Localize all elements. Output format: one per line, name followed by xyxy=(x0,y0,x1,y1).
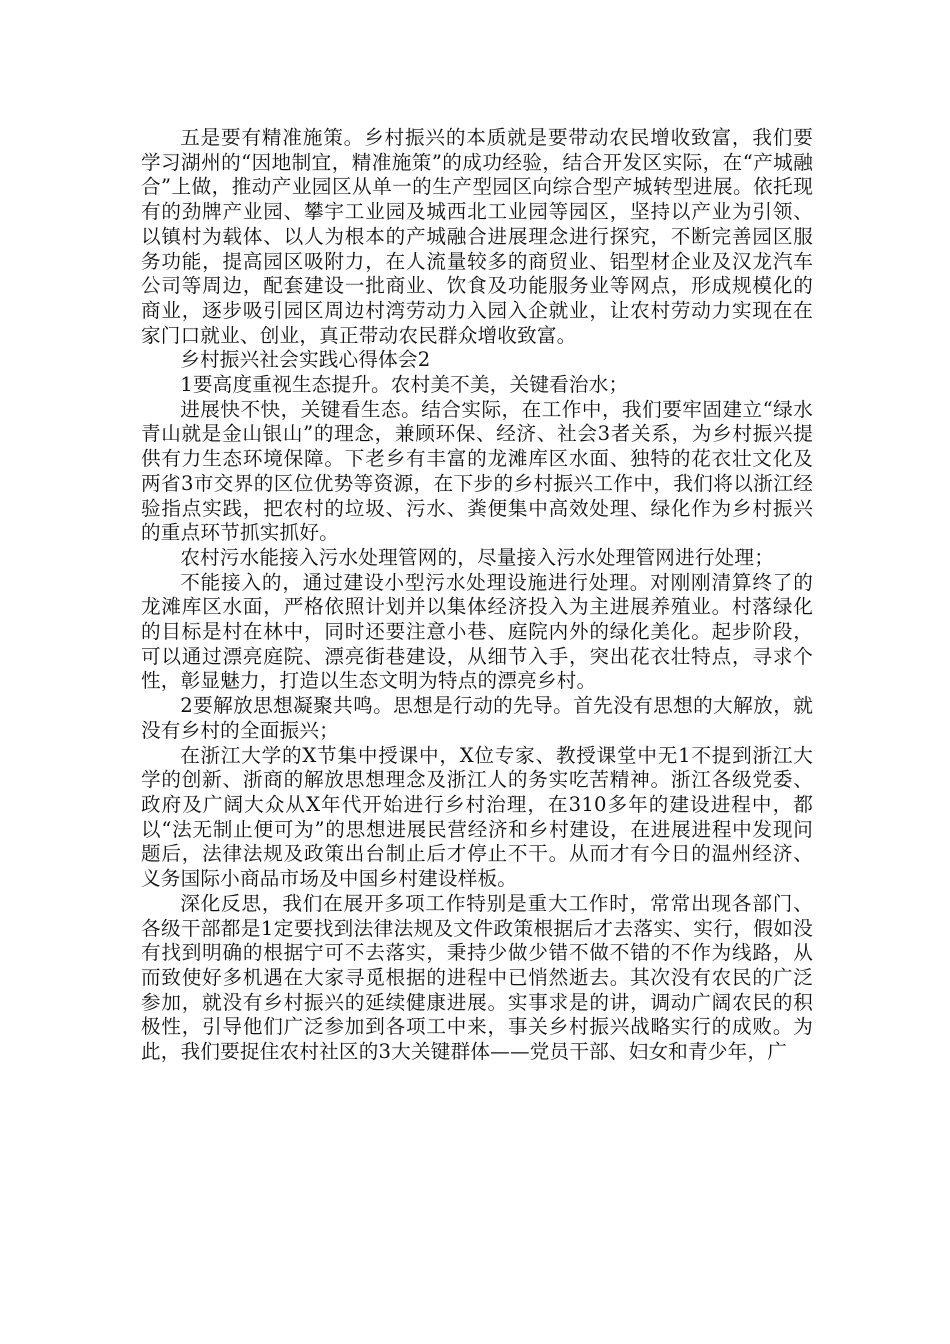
paragraph-reflection: 深化反思，我们在展开多项工作特别是重大工作时，常常出现各部门、各级干部都是1定要找到法律法规及文件政策根据后才去落实、实行，假如没有找到明确的根据宁可不去落实，秉持少做少错不做不错的不作为线路，从而致使好多机遇在大家寻觅根据的进程中已悄然逝去。其次没有农民的广泛参加，就没有乡村振兴的延续健康进展。实事求是的讲，调动广阔农民的积极性，引导他们广泛参加到各项工中来，事关乡村振兴战略实行的成败。为此，我们要捉住农村社区的3大关键群体——党员干部、妇女和青少年，广 xyxy=(141,891,813,1064)
section-heading: 乡村振兴社会实践心得体会2 xyxy=(180,348,431,372)
paragraph-zhejiang-experience: 在浙江大学的X节集中授课中，X位专家、教授课堂中无1不提到浙江大学的创新、浙商的解放思想理念及浙江人的务实吃苦精神。浙江各级党委、政府及广阔大众从X年代开始进行乡村治理，在310多年的建设进程中，都以“法无制止便可为”的思想进展民营经济和乡村建设，在进展进程中发现问题后，法律法规及政策出台制止后才停止不干。从而才有今日的温州经济、义务国际小商品市场及中国乡村建设样板。 xyxy=(141,743,813,891)
paragraph-sewage-network: 农村污水能接入污水处理管网的，尽量接入污水处理管网进行处理； xyxy=(180,545,774,569)
paragraph-sewage-facility: 不能接入的，通过建设小型污水处理设施进行处理。对刚刚清算终了的龙滩库区水面，严格依照计划并以集体经济投入为主进展养殖业。村落绿化的目标是村在林中，同时还要注意小巷、庭院内外的绿化美化。起步阶段，可以通过漂亮庭院、漂亮街巷建设，从细节入手，突出花衣壮特点，寻求个性，彰显魅力，打造以生态文明为特点的漂亮乡村。 xyxy=(141,570,813,693)
document-body xyxy=(141,126,813,1065)
paragraph-ecology-detail: 进展快不快，关键看生态。结合实际，在工作中，我们要牢固建立“绿水青山就是金山银山”的理念，兼顾环保、经济、社会3者关系，为乡村振兴提供有力生态环境保障。下老乡有丰富的龙滩库区水面、独特的花衣壮文化及两省3市交界的区位优势等资源，在下步的乡村振兴工作中，我们将以浙江经验指点实践，把农村的垃圾、污水、粪便集中高效处理、绿化作为乡村振兴的重点环节抓实抓好。 xyxy=(141,397,813,545)
paragraph-thought-point: 2要解放思想凝聚共鸣。思想是行动的先导。首先没有思想的大解放，就没有乡村的全面振兴； xyxy=(141,694,813,742)
paragraph-ecology-point: 1要高度重视生态提升。农村美不美，关键看治水； xyxy=(180,373,629,397)
paragraph-precise-policy: 五是要有精准施策。乡村振兴的本质就是要带动农民增收致富，我们要学习湖州的“因地制宜，精准施策”的成功经验，结合开发区实际，在“产城融合”上做，推动产业园区从单一的生产型园区向综合型产城转型进展。依托现有的劲牌产业园、攀宇工业园及城西北工业园等园区，坚持以产业为引领、以镇村为载体、以人为根本的产城融合进展理念进行探究，不断完善园区服务功能，提高园区吸附力，在人流量较多的商贸业、铝型材企业及汉龙汽车公司等周边，配套建设一批商业、饮食及功能服务业等网点，形成规模化的商业，逐步吸引园区周边村湾劳动力入园入企就业，让农村劳动力实现在在家门口就业、创业，真正带动农民群众增收致富。 xyxy=(141,126,813,347)
